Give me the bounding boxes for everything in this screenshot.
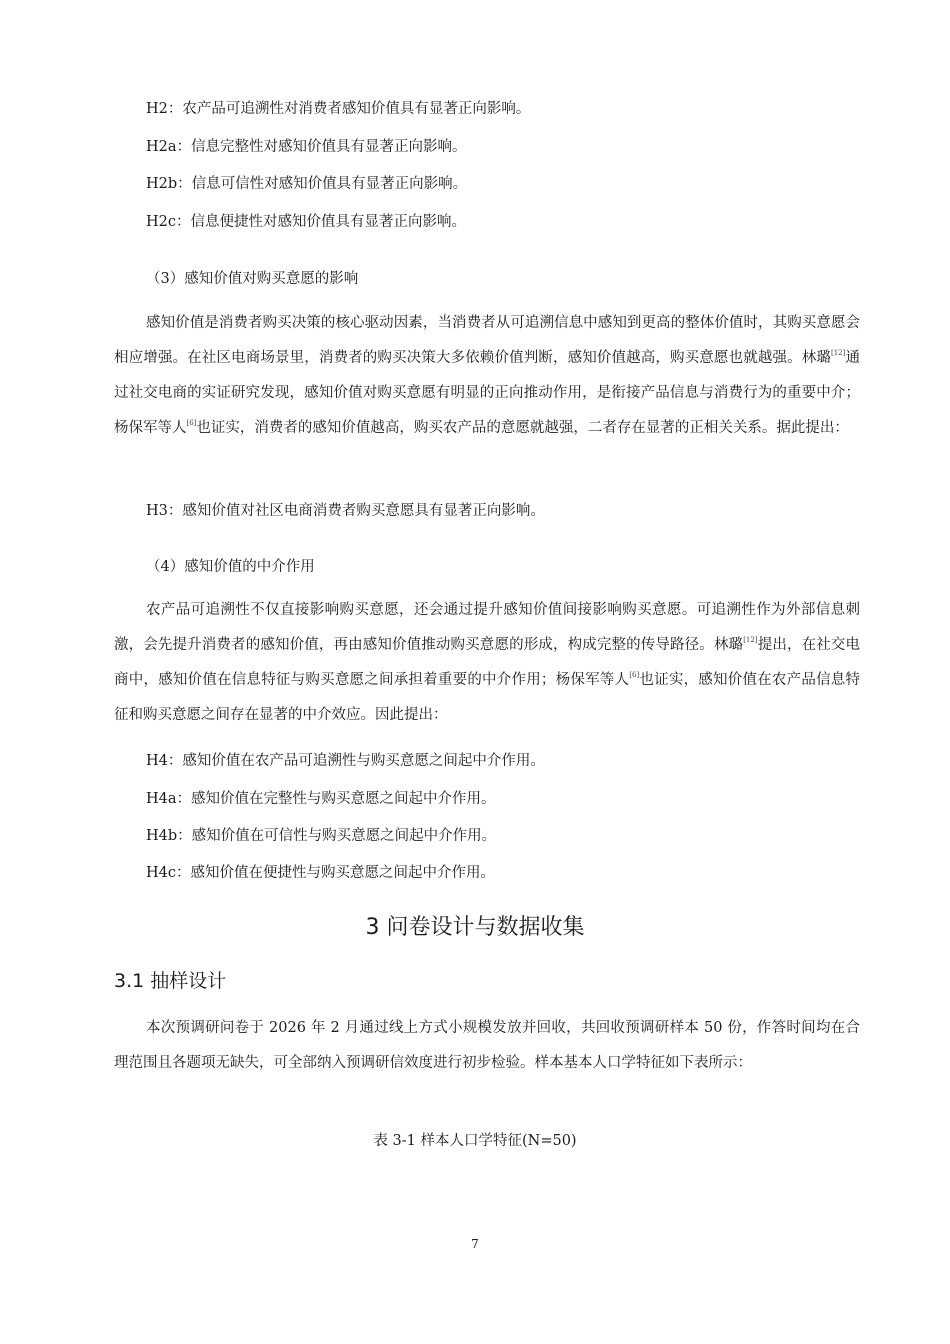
paragraph-text: 通过社交电商的实证研究发现，感知价值对购买意愿有明显的正向推动作用，是衔接产品信息与消费行为的重要中介；杨保军等人 xyxy=(114,350,861,436)
page-number: 7 xyxy=(471,1237,479,1251)
citation-12: [12] xyxy=(743,636,758,644)
hypothesis-h4a: H4a：感知价值在完整性与购买意愿之间起中介作用。 xyxy=(146,791,496,807)
subsection-3-paragraph xyxy=(114,306,860,446)
hypothesis-h2b: H2b：信息可信性对感知价值具有显著正向影响。 xyxy=(146,176,468,192)
subsection-4-heading: （4）感知价值的中介作用 xyxy=(146,559,315,575)
paragraph-text: 也证实，消费者的感知价值越高，购买农产品的意愿就越强，二者存在显著的正相关关系。据此提出： xyxy=(196,420,849,436)
hypothesis-h4: H4：感知价值在农产品可追溯性与购买意愿之间起中介作用。 xyxy=(146,753,545,769)
hypothesis-h4b: H4b：感知价值在可信性与购买意愿之间起中介作用。 xyxy=(146,828,497,844)
hypothesis-h2: H2：农产品可追溯性对消费者感知价值具有显著正向影响。 xyxy=(146,101,531,117)
citation-12: [12] xyxy=(831,349,846,357)
hypothesis-h2a: H2a：信息完整性对感知价值具有显著正向影响。 xyxy=(146,139,467,155)
section-title: 3.1 抽样设计 xyxy=(114,970,227,992)
subsection-4-paragraph xyxy=(114,593,860,733)
chapter-title: 3 问卷设计与数据收集 xyxy=(365,915,585,940)
paragraph-text: 感知价值是消费者购买决策的核心驱动因素，当消费者从可追溯信息中感知到更高的整体价值时，其购买意愿会相应增强。在社区电商场景里，消费者的购买决策大多依赖价值判断，感知价值越高，购买意愿也就越强。林璐 xyxy=(114,315,860,366)
hypothesis-h4c: H4c：感知价值在便捷性与购买意愿之间起中介作用。 xyxy=(146,865,495,881)
paragraph-text: 提出，在社交电商中，感知价值在信息特征与购买意愿之间承担着重要的中介作用；杨保军等人 xyxy=(114,637,861,688)
paragraph-text: 也证实，感知价值在农产品信息特征和购买意愿之间存在显著的中介效应。因此提出： xyxy=(114,672,861,723)
citation-6: [6] xyxy=(629,671,640,679)
section-3-1-paragraph: 本次预调研问卷于 2026 年 2 月通过线上方式小规模发放并回收，共回收预调研样本 50 份，作答时间均在合理范围且各题项无缺失，可全部纳入预调研信效度进行初步检验。样本基本人口学特征如下表所示： xyxy=(114,1020,860,1071)
paragraph-text: 农产品可追溯性不仅直接影响购买意愿，还会通过提升感知价值间接影响购买意愿。可追溯性作为外部信息刺激，会先提升消费者的感知价值，再由感知价值推动购买意愿的形成，构成完整的传导路径。林璐 xyxy=(114,602,860,653)
citation-6: [6] xyxy=(186,419,197,427)
hypothesis-h3: H3：感知价值对社区电商消费者购买意愿具有显著正向影响。 xyxy=(146,503,545,519)
table-caption: 表 3-1 样本人口学特征(N=50) xyxy=(373,1133,577,1149)
subsection-3-heading: （3）感知价值对购买意愿的影响 xyxy=(146,271,359,287)
hypothesis-h2c: H2c：信息便捷性对感知价值具有显著正向影响。 xyxy=(146,214,466,230)
